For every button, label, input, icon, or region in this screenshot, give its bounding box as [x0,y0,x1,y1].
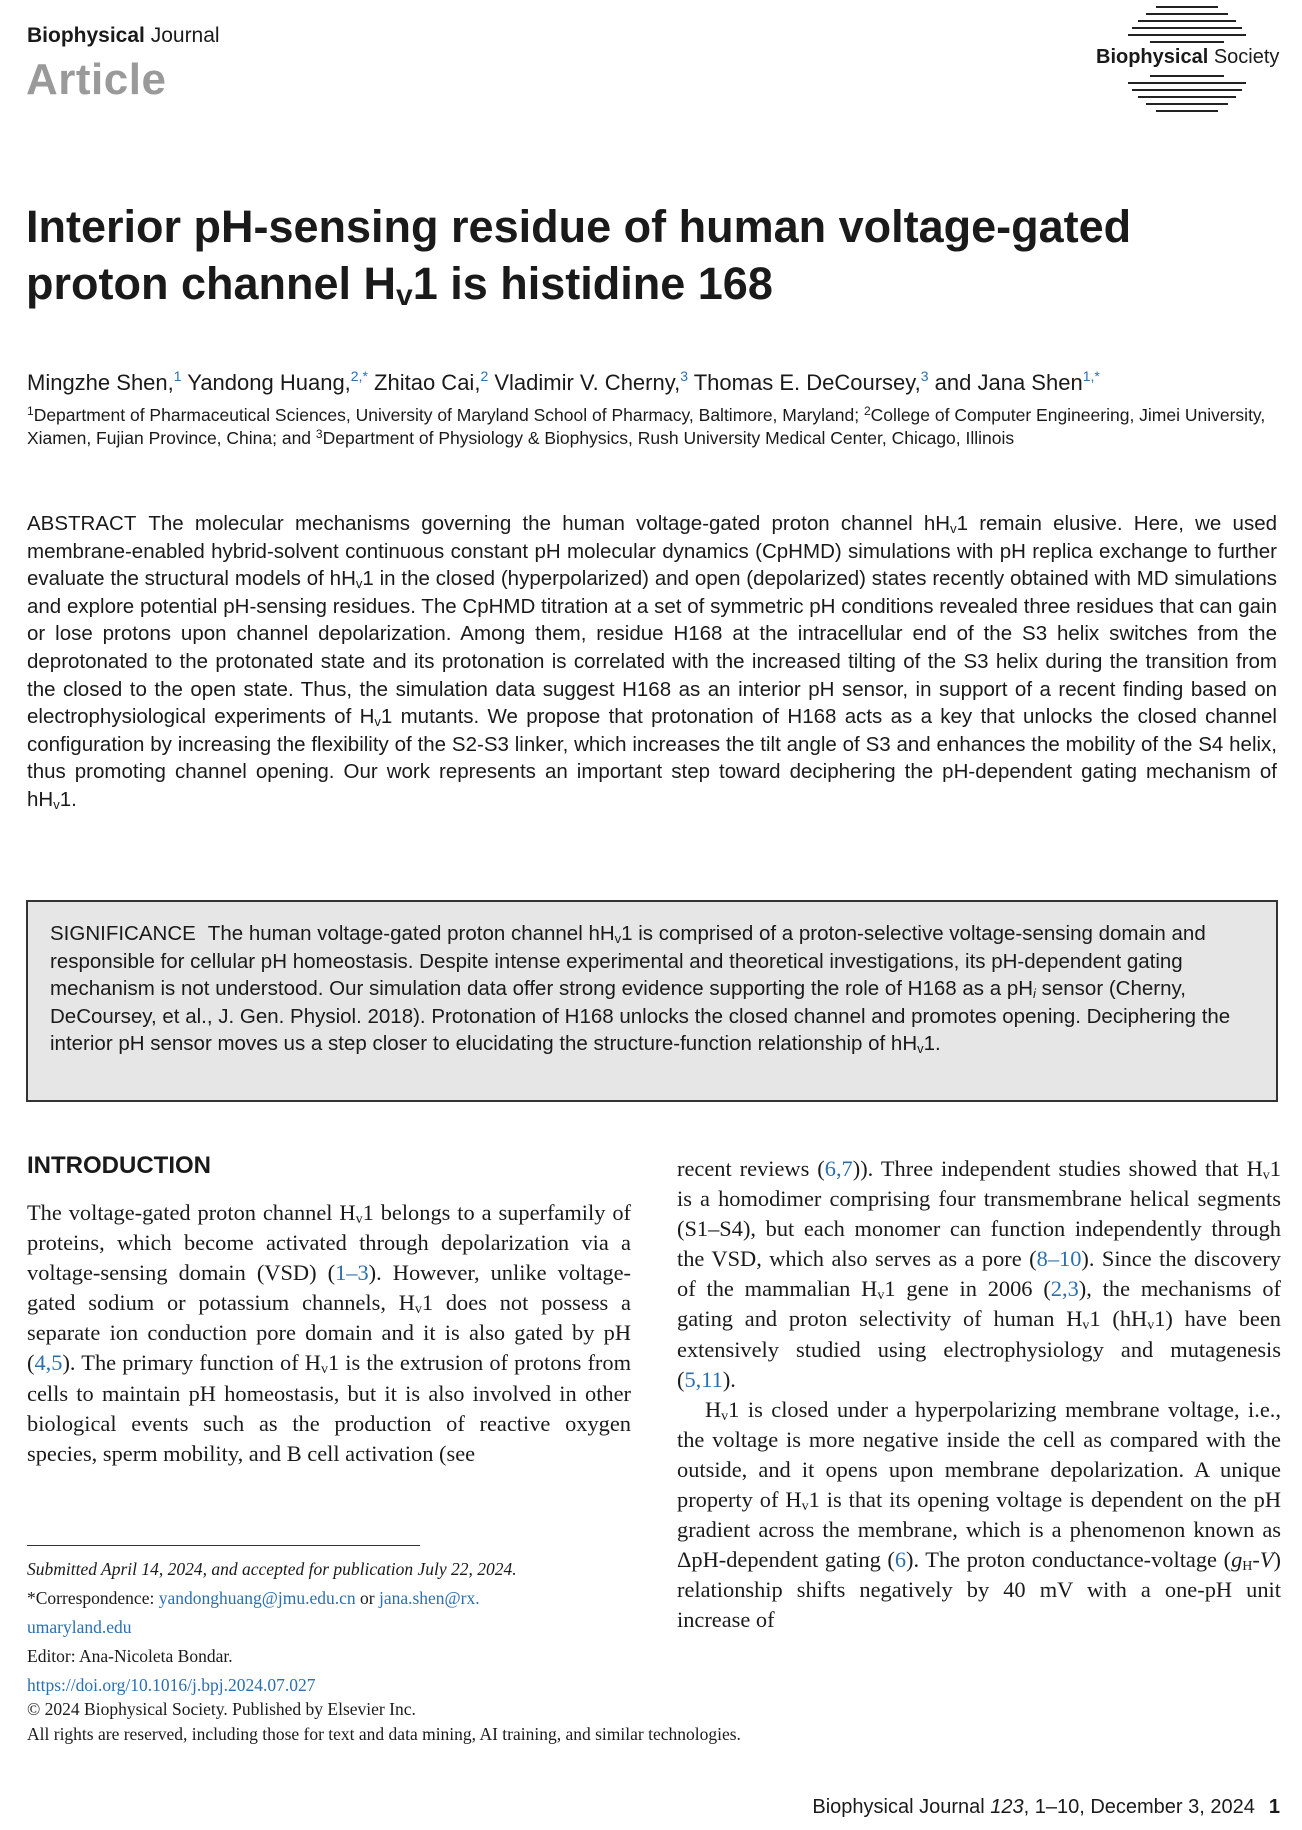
author-list [27,369,1277,397]
correspondence-line: *Correspondence: yandonghuang@jmu.edu.cn or jana.shen@rx. [27,1588,480,1608]
reference-link[interactable]: 1–3 [335,1260,369,1286]
author-name: Zhitao Cai, [374,370,481,395]
significance-label: SIGNIFICANCE [50,922,196,945]
author-name: and Jana Shen [934,370,1083,395]
author-affiliation-marker: 1,* [1082,368,1100,384]
author-affiliation-marker: 3 [680,368,689,384]
reference-link[interactable]: 6 [894,1547,907,1573]
page-footer: Biophysical Journal 123, 1–10, December 3, 2024 1 [812,1796,1280,1818]
author-affiliation-marker: 3 [920,368,929,384]
author-name: Vladimir V. Cherny, [494,370,681,395]
reference-link[interactable]: 2,3 [1050,1276,1079,1302]
copyright-notice: © 2024 Biophysical Society. Published by Elsevier Inc. All rights are reserved, including those for text and data mining, AI training, and similar technologies. [27,1699,741,1744]
introduction-paragraph-2: $H_v1$ is closed under a hyperpolarizing membrane voltage, i.e., the voltage is more negative inside the cell as compared with the outside, and it opens upon membrane depolarization. A unique property of $H_v1$ is that its opening voltage is dependent on the pH gradient across the membrane, which is a phenomenon known as ΔpH-dependent gating (6). The proton conductance-voltage $(g_H-V)$ relationship shifts negatively by 40 mV with a one-pH unit increase of [677,1396,1281,1633]
reference-link[interactable]: 4,5 [34,1350,63,1376]
introduction-right-column: recent reviews (6,7)). Three independent studies showed that $H_v1$ is a homodimer comprising four transmembrane helical segments (S1–S4), but each monomer can function independently through the VSD, which also serves as a pore (8–10). Since the discovery of the mammalian $H_v1$ gene in 2006 (2,3), the mechanisms of gating and proton selectivity of human $H_v1$ $(hH_v1)$ have been extensively studied using electrophysiology and mutagenesis (5,11). $H_v1$ is closed under a hyperpolarizing membrane voltage, i.e., the voltage is more negative inside the cell as compared with the outside, and it opens upon membrane depolarization. A unique property of $H_v1$ is that its opening voltage is dependent on the pH gradient across the membrane, which is a phenomenon known as ΔpH-dependent gating (6). The proton conductance-voltage $(g_H-V)$ relationship shifts negatively by 40 mV with a one-pH unit increase of [677,1154,1281,1636]
reference-link[interactable]: 6,7 [824,1156,853,1181]
abstract: ABSTRACT The molecular mechanisms governing the human voltage-gated proton channel $hH_v1$ remain elusive. Here, we used membrane-enabled hybrid-solvent continuous constant pH molecular dynamics (CpHMD) simulations with pH replica exchange to further evaluate the structural models of $hH_v1$ in the closed (hyperpolarized) and open (depolarized) states recently obtained with MD simulations and explore potential pH-sensing residues. The CpHMD titration at a set of symmetric pH conditions revealed three residues that can gain or lose protons upon channel depolarization. Among them, residue H168 at the intracellular end of the S3 helix switches from the deprotonated to the protonated state and its protonation is correlated with the increased tilting of the S3 helix during the transition from the closed to the open state. Thus, the simulation data suggest H168 as an interior pH sensor, in support of a recent finding based on electrophysiological experiments of $H_v1$ mutants. We propose that protonation of H168 acts as a key that unlocks the closed channel configuration by increasing the flexibility of the S2-S3 linker, which increases the tilt angle of S3 and enhances the mobility of the S4 helix, thus promoting channel opening. Our work represents an important step toward deciphering the pH-dependent gating mechanism of $hH_v1$. [27,512,1277,812]
page-number: 1 [1268,1796,1280,1818]
author-name: Yandong Huang, [187,370,351,395]
footnote-divider [27,1545,420,1546]
article-title: Interior pH-sensing residue of human voltage-gated proton channel $H_v1$ is histidine 168 [26,201,1132,312]
significance-box [26,900,1278,1102]
author-affiliation-marker: 2 [480,368,489,384]
affiliations: $^1$Department of Pharmaceutical Sciences, University of Maryland School of Pharmacy, Baltimore, Maryland; $^2$College of Computer Engineering, Jimei University, Xiamen, Fujian Province, China; and $^3$Department of Physiology & Biophysics, Rush University Medical Center, Chicago, Illinois [27,404,1266,448]
introduction-heading: INTRODUCTION [27,1152,211,1179]
article-type-label: Article [26,55,167,104]
abstract-label: ABSTRACT [27,512,137,535]
email-link-huang[interactable]: yandonghuang@jmu.edu.cn [158,1588,356,1608]
author-name: Thomas E. DeCoursey, [693,370,921,395]
significance-text: SIGNIFICANCE The human voltage-gated proton channel $hH_v1$ is comprised of a proton-selective voltage-sensing domain and responsible for cellular pH homeostasis. Despite intense experimental and theoretical investigations, its pH-dependent gating mechanism is not understood. Our simulation data offer strong evidence supporting the role of H168 as a $pH_i$ sensor (Cherny, DeCoursey, et al., J. Gen. Physiol. 2018). Protonation of H168 unlocks the closed channel and promotes opening. Deciphering the interior pH sensor moves us a step closer to elucidating the structure-function relationship of $hH_v1$. [50,922,1231,1057]
editor-line: Editor: Ana-Nicoleta Bondar. [27,1646,233,1666]
society-name: Biophysical Society [1096,46,1280,68]
author-affiliation-marker: 1 [173,368,182,384]
introduction-left-column: The voltage-gated proton channel $H_v1$ belongs to a superfamily of proteins, which become activated through depolarization via a voltage-sensing domain (VSD) (1–3). However, unlike voltage-gated sodium or potassium channels, $H_v1$ does not possess a separate ion conduction pore domain and it is also gated by pH (4,5). The primary function of $H_v1$ is the extrusion of protons from cells to maintain pH homeostasis, but it is also involved in other biological events such as the production of reactive oxygen species, sperm mobility, and B cell activation (see [27,1200,631,1466]
journal-name: Biophysical Journal [27,24,220,47]
email-link-shen-continued[interactable]: umaryland.edu [27,1617,132,1637]
submission-dates: Submitted April 14, 2024, and accepted for publication July 22, 2024. [27,1559,517,1579]
reference-link[interactable]: 8–10 [1036,1246,1082,1272]
footnotes [27,1555,631,1700]
author-name: Mingzhe Shen, [27,370,174,395]
doi-link[interactable]: https://doi.org/10.1016/j.bpj.2024.07.027 [27,1675,316,1695]
email-link-shen[interactable]: jana.shen@rx. [378,1588,480,1608]
reference-link[interactable]: 5,11 [684,1366,723,1392]
author-affiliation-marker: 2,* [350,368,368,384]
